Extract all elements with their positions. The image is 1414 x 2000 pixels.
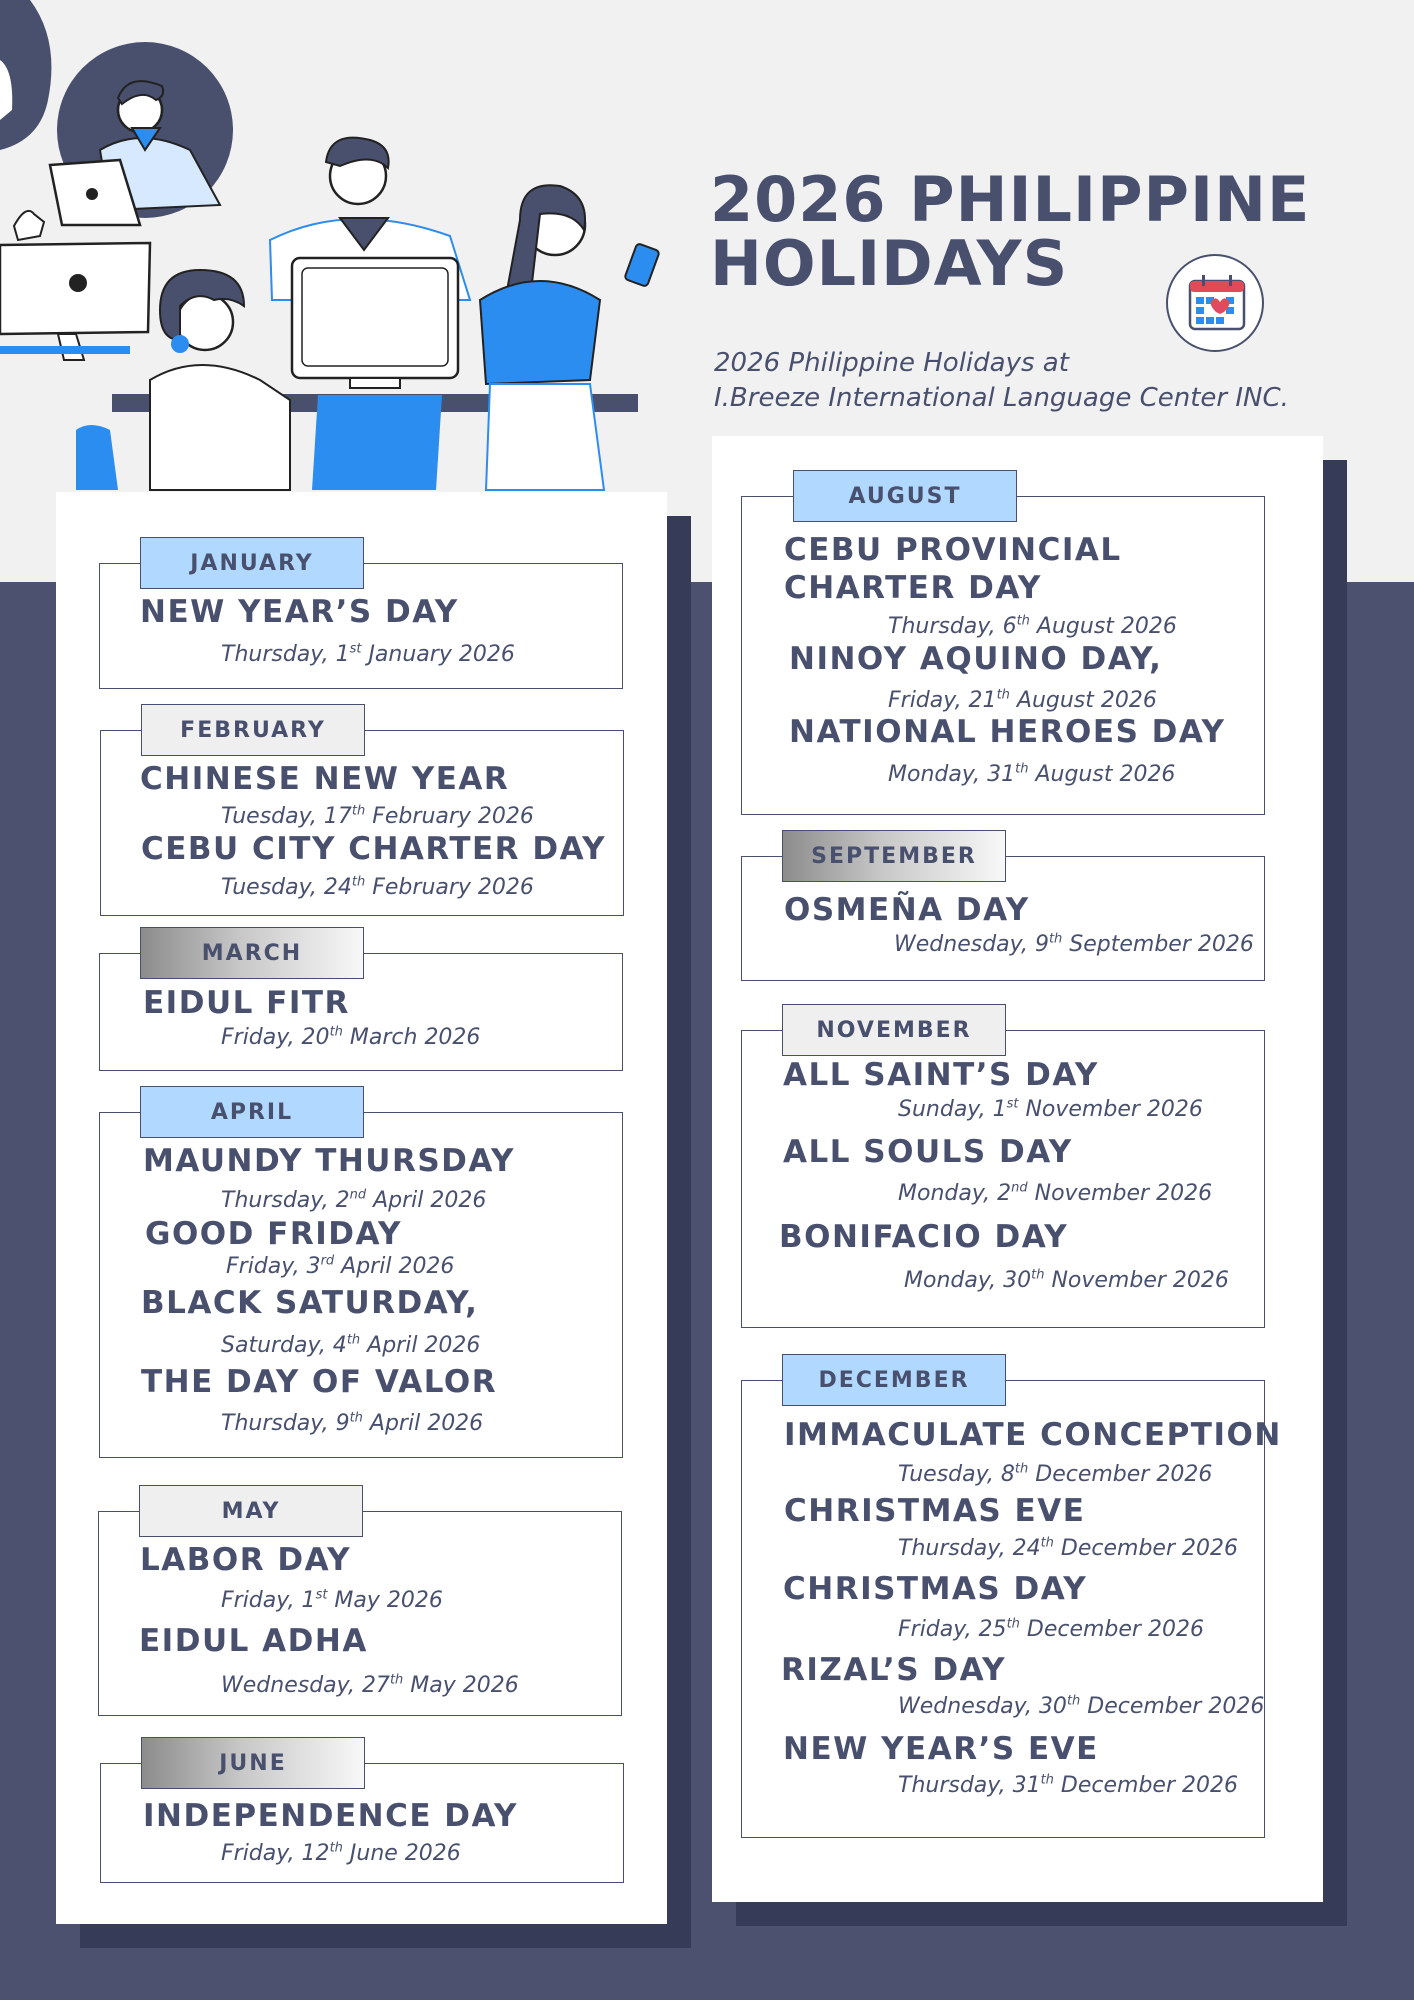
holiday-date: Thursday, 24th December 2026 bbox=[898, 1535, 1238, 1561]
page-title: 2026 PHILIPPINE HOLIDAYS bbox=[710, 163, 1311, 300]
holiday-date: Friday, 21th August 2026 bbox=[888, 687, 1157, 713]
month-tab-march: MARCH bbox=[140, 927, 364, 979]
holiday-date: Thursday, 2nd April 2026 bbox=[221, 1187, 487, 1213]
holiday-name: IMMACULATE CONCEPTION bbox=[784, 1417, 1282, 1453]
month-tab-december: DECEMBER bbox=[782, 1354, 1006, 1406]
holiday-name: CHRISTMAS EVE bbox=[784, 1493, 1086, 1529]
holiday-date: Monday, 2nd November 2026 bbox=[898, 1180, 1213, 1206]
holiday-name: CHINESE NEW YEAR bbox=[140, 761, 510, 797]
holiday-date: Saturday, 4th April 2026 bbox=[221, 1332, 481, 1358]
month-tab-january: JANUARY bbox=[140, 537, 364, 589]
holiday-name: THE DAY OF VALOR bbox=[141, 1364, 498, 1400]
holiday-date: Thursday, 9th April 2026 bbox=[221, 1410, 484, 1436]
calendar-heart-icon bbox=[1168, 256, 1266, 354]
holiday-date: Friday, 1st May 2026 bbox=[221, 1587, 443, 1613]
holiday-name: ALL SOULS DAY bbox=[783, 1134, 1073, 1170]
holiday-date: Wednesday, 30th December 2026 bbox=[898, 1693, 1265, 1719]
subtitle-line-1: 2026 Philippine Holidays at bbox=[714, 348, 1069, 378]
holiday-name: INDEPENDENCE DAY bbox=[143, 1798, 519, 1834]
holiday-date: Wednesday, 9th September 2026 bbox=[894, 931, 1254, 957]
holiday-name: NEW YEAR’S DAY bbox=[140, 594, 459, 630]
holiday-date: Tuesday, 24th February 2026 bbox=[221, 874, 534, 900]
holiday-name: EIDUL ADHA bbox=[139, 1623, 368, 1659]
holiday-date: Thursday, 31th December 2026 bbox=[898, 1772, 1238, 1798]
holiday-name: OSMEÑA DAY bbox=[784, 892, 1030, 928]
office-team-illustration bbox=[0, 0, 680, 500]
holiday-name: CEBU PROVINCIAL bbox=[784, 532, 1122, 568]
holiday-date: Thursday, 6th August 2026 bbox=[888, 613, 1177, 639]
holiday-date: Sunday, 1st November 2026 bbox=[898, 1096, 1203, 1122]
holiday-date: Monday, 30th November 2026 bbox=[904, 1267, 1229, 1293]
holiday-name: CEBU CITY CHARTER DAY bbox=[141, 831, 607, 867]
holiday-name: BLACK SATURDAY, bbox=[141, 1285, 479, 1321]
holiday-date: Friday, 25th December 2026 bbox=[898, 1616, 1204, 1642]
holiday-name: NINOY AQUINO DAY, bbox=[789, 641, 1163, 677]
holiday-name: MAUNDY THURSDAY bbox=[143, 1143, 515, 1179]
month-tab-november: NOVEMBER bbox=[782, 1004, 1006, 1056]
holiday-date: Friday, 20th March 2026 bbox=[221, 1024, 481, 1050]
holiday-date: Friday, 3rd April 2026 bbox=[226, 1253, 455, 1279]
holiday-date: Thursday, 1st January 2026 bbox=[221, 641, 515, 667]
calendar-badge bbox=[1166, 254, 1264, 352]
holiday-name: NEW YEAR’S EVE bbox=[783, 1731, 1099, 1767]
holiday-name: NATIONAL HEROES DAY bbox=[789, 714, 1226, 750]
holiday-name: EIDUL FITR bbox=[143, 985, 350, 1021]
holiday-name: GOOD FRIDAY bbox=[145, 1216, 402, 1252]
month-tab-june: JUNE bbox=[141, 1737, 365, 1789]
holiday-name: RIZAL’S DAY bbox=[781, 1652, 1007, 1688]
month-tab-february: FEBRUARY bbox=[141, 704, 365, 756]
month-tab-may: MAY bbox=[139, 1485, 363, 1537]
holiday-date: Monday, 31th August 2026 bbox=[888, 761, 1176, 787]
holiday-name: CHRISTMAS DAY bbox=[783, 1571, 1088, 1607]
month-tab-september: SEPTEMBER bbox=[782, 830, 1006, 882]
holiday-name: ALL SAINT’S DAY bbox=[783, 1057, 1099, 1093]
holiday-name: LABOR DAY bbox=[140, 1542, 352, 1578]
page-subtitle bbox=[714, 346, 1354, 416]
holiday-date: Wednesday, 27th May 2026 bbox=[221, 1672, 519, 1698]
holiday-date: Tuesday, 17th February 2026 bbox=[221, 803, 534, 829]
holiday-date: Friday, 12th June 2026 bbox=[221, 1840, 461, 1866]
subtitle-line-2: I.Breeze International Language Center INC. bbox=[714, 383, 1289, 413]
holiday-name: CHARTER DAY bbox=[784, 570, 1042, 606]
holiday-date: Tuesday, 8th December 2026 bbox=[898, 1461, 1213, 1487]
holiday-name: BONIFACIO DAY bbox=[779, 1219, 1069, 1255]
month-tab-april: APRIL bbox=[140, 1086, 364, 1138]
month-tab-august: AUGUST bbox=[793, 470, 1017, 522]
